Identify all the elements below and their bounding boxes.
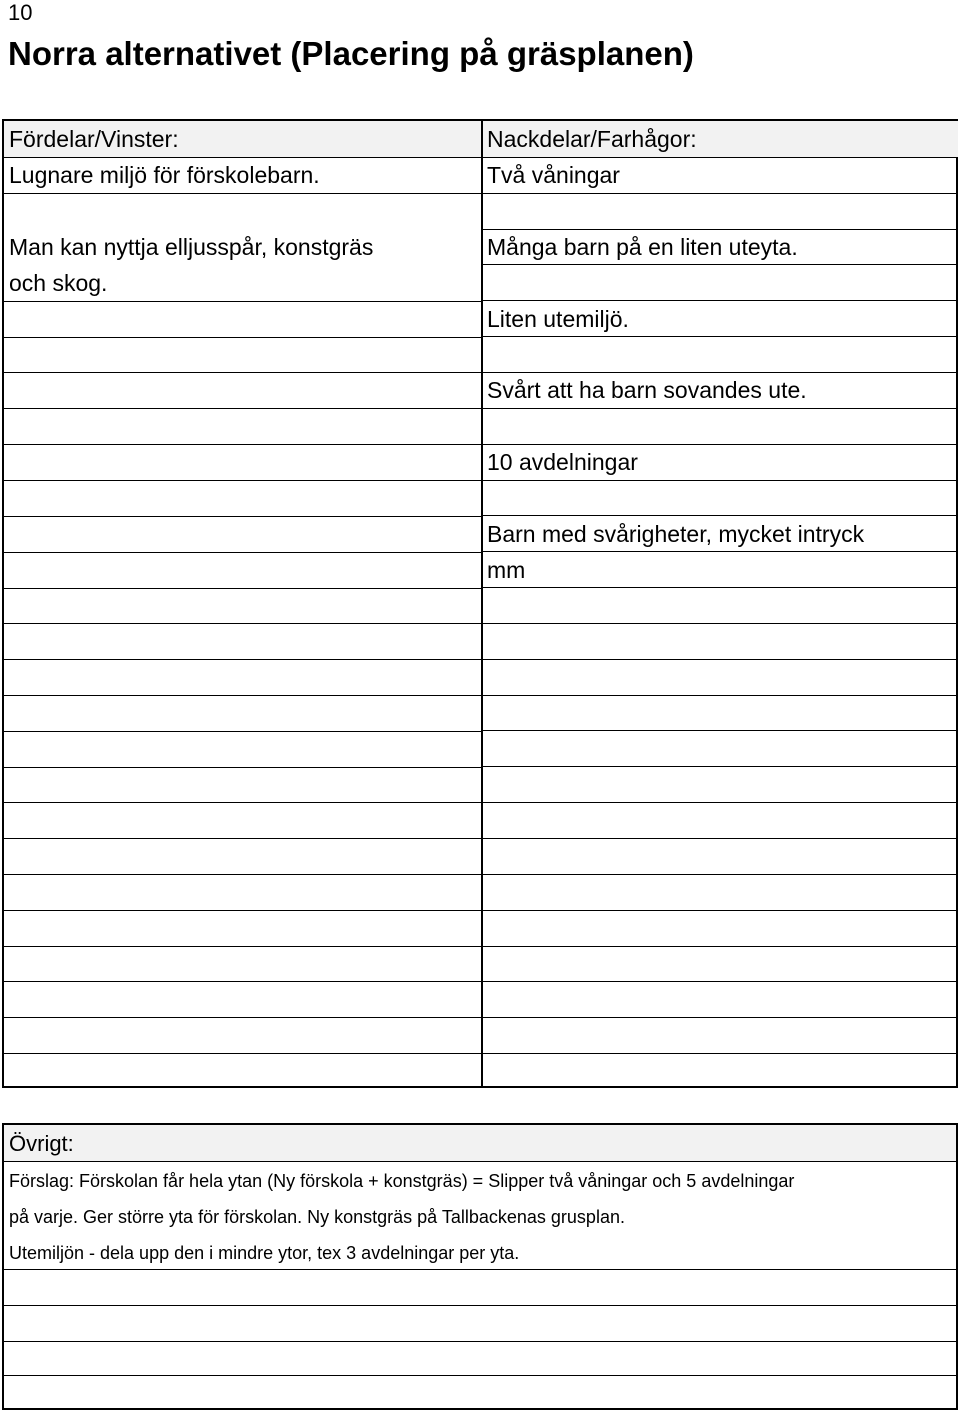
- other-header-shade: [4, 1125, 956, 1161]
- cons-item: Många barn på en liten uteyta.: [487, 234, 798, 260]
- ruled-line: [483, 910, 958, 911]
- cons-item: Liten utemiljö.: [487, 306, 629, 332]
- cons-item: 10 avdelningar: [487, 449, 638, 475]
- other-header: Övrigt:: [9, 1131, 74, 1156]
- ruled-line: [4, 337, 481, 338]
- page-number: 10: [8, 0, 33, 25]
- ruled-line: [483, 946, 958, 947]
- other-section: [2, 1123, 958, 1410]
- ruled-line: [4, 1161, 956, 1162]
- ruled-line: [4, 301, 481, 302]
- ruled-line: [4, 408, 481, 409]
- ruled-line: [4, 874, 481, 875]
- ruled-line: [4, 1341, 956, 1342]
- ruled-line: [4, 731, 481, 732]
- ruled-line: [483, 730, 958, 731]
- pros-item: Lugnare miljö för förskolebarn.: [9, 162, 320, 188]
- ruled-line: [4, 588, 481, 589]
- cons-item: Svårt att ha barn sovandes ute.: [487, 377, 807, 403]
- ruled-line: [4, 1017, 481, 1018]
- ruled-line: [483, 838, 958, 839]
- ruled-line: [483, 802, 958, 803]
- ruled-line: [4, 552, 481, 553]
- other-line: Förslag: Förskolan får hela ytan (Ny förskola + konstgräs) = Slipper två våningar och 5 avdelningar: [9, 1171, 795, 1191]
- other-line: Utemiljön - dela upp den i mindre ytor, tex 3 avdelningar per yta.: [9, 1243, 520, 1263]
- ruled-line: [4, 516, 481, 517]
- ruled-line: [4, 372, 481, 373]
- ruled-line: [4, 802, 481, 803]
- cons-item: Barn med svårigheter, mycket intryck: [487, 521, 865, 547]
- ruled-line: [4, 193, 481, 194]
- ruled-line: [483, 193, 958, 194]
- pros-item: Man kan nyttja elljusspår, konstgräs: [9, 234, 374, 260]
- ruled-line: [483, 874, 958, 875]
- column-divider: [481, 121, 483, 1086]
- pros-header: Fördelar/Vinster:: [9, 126, 179, 152]
- ruled-line: [483, 766, 958, 767]
- ruled-line: [483, 1017, 958, 1018]
- ruled-line: [4, 981, 481, 982]
- ruled-line: [483, 480, 958, 481]
- ruled-line: [483, 981, 958, 982]
- ruled-line: [4, 1375, 956, 1376]
- pros-item: och skog.: [9, 270, 108, 296]
- ruled-line: [4, 1305, 956, 1306]
- ruled-line: [4, 623, 481, 624]
- cons-item: Två våningar: [487, 162, 620, 188]
- cons-item: mm: [487, 557, 526, 583]
- ruled-line: [4, 946, 481, 947]
- ruled-line: [4, 910, 481, 911]
- other-line: på varje. Ger större yta för förskolan. Ny konstgräs på Tallbackenas grusplan.: [9, 1207, 625, 1227]
- ruled-line: [4, 1053, 481, 1054]
- ruled-line: [4, 659, 481, 660]
- ruled-line: [483, 695, 958, 696]
- ruled-line: [483, 1053, 958, 1054]
- ruled-line: [4, 695, 481, 696]
- pros-cons-table: [2, 119, 958, 1088]
- ruled-line: [483, 408, 958, 409]
- ruled-line: [483, 623, 958, 624]
- cons-header: Nackdelar/Farhågor:: [487, 126, 697, 152]
- ruled-line: [483, 587, 958, 588]
- ruled-line: [4, 838, 481, 839]
- ruled-line: [483, 659, 958, 660]
- ruled-line: [4, 480, 481, 481]
- ruled-line: [4, 767, 481, 768]
- page-title: Norra alternativet (Placering på gräsplanen): [8, 35, 694, 72]
- ruled-line: [4, 444, 481, 445]
